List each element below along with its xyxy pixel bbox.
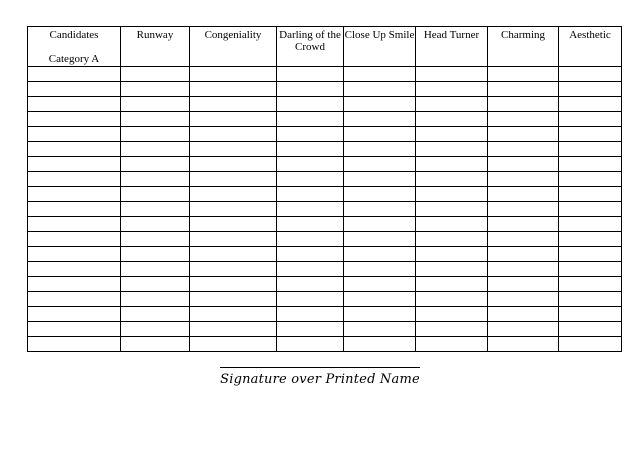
score-cell[interactable] <box>488 172 559 187</box>
score-cell[interactable] <box>559 187 622 202</box>
score-cell[interactable] <box>121 247 190 262</box>
score-cell[interactable] <box>121 157 190 172</box>
score-cell[interactable] <box>190 322 277 337</box>
candidate-name-cell[interactable] <box>28 292 121 307</box>
score-cell[interactable] <box>559 307 622 322</box>
score-cell[interactable] <box>559 157 622 172</box>
table-row <box>28 187 622 202</box>
score-cell[interactable] <box>416 202 488 217</box>
score-cell[interactable] <box>190 232 277 247</box>
table-row <box>28 112 622 127</box>
score-cell[interactable] <box>190 67 277 82</box>
table-row <box>28 142 622 157</box>
charming-column-header: Charming <box>488 27 559 67</box>
score-cell[interactable] <box>488 127 559 142</box>
score-cell[interactable] <box>190 217 277 232</box>
table-row <box>28 232 622 247</box>
score-cell[interactable] <box>121 322 190 337</box>
candidate-name-cell[interactable] <box>28 202 121 217</box>
candidate-name-cell[interactable] <box>28 307 121 322</box>
score-cell[interactable] <box>416 172 488 187</box>
score-cell[interactable] <box>488 322 559 337</box>
score-cell[interactable] <box>416 247 488 262</box>
score-cell[interactable] <box>344 232 416 247</box>
score-cell[interactable] <box>344 142 416 157</box>
score-cell[interactable] <box>277 262 344 277</box>
candidate-name-cell[interactable] <box>28 127 121 142</box>
score-cell[interactable] <box>190 277 277 292</box>
score-cell[interactable] <box>277 292 344 307</box>
score-cell[interactable] <box>488 337 559 352</box>
score-cell[interactable] <box>121 172 190 187</box>
score-cell[interactable] <box>344 67 416 82</box>
score-cell[interactable] <box>277 112 344 127</box>
candidate-name-cell[interactable] <box>28 157 121 172</box>
score-cell[interactable] <box>121 82 190 97</box>
signature-line <box>220 367 420 368</box>
score-cell[interactable] <box>121 112 190 127</box>
header-row <box>28 27 622 67</box>
score-cell[interactable] <box>416 187 488 202</box>
score-cell[interactable] <box>190 172 277 187</box>
table-row <box>28 337 622 352</box>
score-cell[interactable] <box>488 82 559 97</box>
score-cell[interactable] <box>121 142 190 157</box>
score-cell[interactable] <box>488 262 559 277</box>
score-cell[interactable] <box>416 262 488 277</box>
score-cell[interactable] <box>121 67 190 82</box>
score-cell[interactable] <box>344 172 416 187</box>
score-cell[interactable] <box>416 112 488 127</box>
candidate-name-cell[interactable] <box>28 337 121 352</box>
score-cell[interactable] <box>344 82 416 97</box>
score-cell[interactable] <box>416 97 488 112</box>
score-cell[interactable] <box>488 97 559 112</box>
score-cell[interactable] <box>277 247 344 262</box>
score-cell[interactable] <box>190 262 277 277</box>
score-cell[interactable] <box>190 112 277 127</box>
table-row <box>28 202 622 217</box>
score-cell[interactable] <box>190 157 277 172</box>
table-row <box>28 307 622 322</box>
score-cell[interactable] <box>190 142 277 157</box>
score-cell[interactable] <box>416 157 488 172</box>
score-cell[interactable] <box>277 127 344 142</box>
score-cell[interactable] <box>121 202 190 217</box>
score-cell[interactable] <box>277 82 344 97</box>
score-cell[interactable] <box>121 97 190 112</box>
table-row <box>28 82 622 97</box>
table-row <box>28 277 622 292</box>
candidate-name-cell[interactable] <box>28 142 121 157</box>
score-cell[interactable] <box>559 247 622 262</box>
score-cell[interactable] <box>190 292 277 307</box>
score-cell[interactable] <box>344 292 416 307</box>
table-row <box>28 127 622 142</box>
candidate-name-cell[interactable] <box>28 172 121 187</box>
score-cell[interactable] <box>488 307 559 322</box>
score-table-body <box>28 67 622 352</box>
score-cell[interactable] <box>416 142 488 157</box>
category-label: Category A <box>48 53 100 65</box>
candidate-name-cell[interactable] <box>28 277 121 292</box>
score-cell[interactable] <box>559 67 622 82</box>
candidate-name-cell[interactable] <box>28 112 121 127</box>
score-cell[interactable] <box>559 337 622 352</box>
table-row <box>28 292 622 307</box>
score-cell[interactable] <box>559 172 622 187</box>
score-cell[interactable] <box>559 292 622 307</box>
runway-column-header: Runway <box>121 27 190 67</box>
score-cell[interactable] <box>277 157 344 172</box>
score-cell[interactable] <box>344 307 416 322</box>
table-row <box>28 97 622 112</box>
score-cell[interactable] <box>488 202 559 217</box>
score-cell[interactable] <box>121 337 190 352</box>
score-cell[interactable] <box>416 82 488 97</box>
aesthetic-column-header: Aesthetic <box>559 27 622 67</box>
score-cell[interactable] <box>488 277 559 292</box>
score-cell[interactable] <box>121 307 190 322</box>
score-cell[interactable] <box>121 292 190 307</box>
score-cell[interactable] <box>488 112 559 127</box>
score-cell[interactable] <box>190 82 277 97</box>
score-cell[interactable] <box>559 217 622 232</box>
score-cell[interactable] <box>416 307 488 322</box>
score-cell[interactable] <box>277 187 344 202</box>
score-cell[interactable] <box>190 97 277 112</box>
candidate-name-cell[interactable] <box>28 82 121 97</box>
score-cell[interactable] <box>344 247 416 262</box>
congeniality-column-header: Congeniality <box>190 27 277 67</box>
score-cell[interactable] <box>488 157 559 172</box>
candidate-name-cell[interactable] <box>28 232 121 247</box>
table-row <box>28 157 622 172</box>
candidates-column-header <box>28 27 121 67</box>
score-cell[interactable] <box>416 127 488 142</box>
candidate-name-cell[interactable] <box>28 247 121 262</box>
score-cell[interactable] <box>277 97 344 112</box>
score-cell[interactable] <box>559 82 622 97</box>
score-cell[interactable] <box>488 292 559 307</box>
score-cell[interactable] <box>121 232 190 247</box>
score-cell[interactable] <box>488 67 559 82</box>
score-cell[interactable] <box>344 97 416 112</box>
score-cell[interactable] <box>277 307 344 322</box>
table-row <box>28 217 622 232</box>
candidate-name-cell[interactable] <box>28 262 121 277</box>
score-cell[interactable] <box>344 322 416 337</box>
score-cell[interactable] <box>559 97 622 112</box>
score-cell[interactable] <box>488 217 559 232</box>
score-cell[interactable] <box>344 217 416 232</box>
candidate-name-cell[interactable] <box>28 217 121 232</box>
score-cell[interactable] <box>344 187 416 202</box>
score-cell[interactable] <box>559 112 622 127</box>
candidate-name-cell[interactable] <box>28 97 121 112</box>
score-cell[interactable] <box>121 187 190 202</box>
score-cell[interactable] <box>344 112 416 127</box>
score-cell[interactable] <box>277 322 344 337</box>
score-cell[interactable] <box>190 337 277 352</box>
table-row <box>28 67 622 82</box>
score-cell[interactable] <box>344 277 416 292</box>
score-cell[interactable] <box>121 277 190 292</box>
score-cell[interactable] <box>416 217 488 232</box>
score-cell[interactable] <box>559 322 622 337</box>
score-cell[interactable] <box>344 202 416 217</box>
score-cell[interactable] <box>559 127 622 142</box>
score-cell[interactable] <box>190 127 277 142</box>
score-cell[interactable] <box>488 247 559 262</box>
score-cell[interactable] <box>277 277 344 292</box>
score-cell[interactable] <box>344 157 416 172</box>
score-cell[interactable] <box>488 232 559 247</box>
head-turner-column-header: Head Turner <box>416 27 488 67</box>
score-cell[interactable] <box>416 337 488 352</box>
table-row <box>28 262 622 277</box>
score-cell[interactable] <box>559 202 622 217</box>
score-cell[interactable] <box>277 172 344 187</box>
table-row <box>28 322 622 337</box>
score-cell[interactable] <box>277 67 344 82</box>
score-cell[interactable] <box>344 127 416 142</box>
score-cell[interactable] <box>121 262 190 277</box>
score-cell[interactable] <box>416 277 488 292</box>
score-cell[interactable] <box>190 187 277 202</box>
score-cell[interactable] <box>559 142 622 157</box>
score-cell[interactable] <box>559 277 622 292</box>
score-cell[interactable] <box>559 232 622 247</box>
candidate-name-cell[interactable] <box>28 187 121 202</box>
score-cell[interactable] <box>559 262 622 277</box>
candidate-name-cell[interactable] <box>28 322 121 337</box>
score-cell[interactable] <box>277 232 344 247</box>
score-cell[interactable] <box>416 292 488 307</box>
signature-label: Signature over Printed Name <box>220 372 420 387</box>
score-cell[interactable] <box>416 67 488 82</box>
score-cell[interactable] <box>277 337 344 352</box>
table-row <box>28 247 622 262</box>
score-cell[interactable] <box>344 262 416 277</box>
table-row <box>28 172 622 187</box>
score-cell[interactable] <box>488 187 559 202</box>
score-cell[interactable] <box>190 202 277 217</box>
candidates-header-label: Candidates <box>49 29 99 41</box>
score-sheet-table <box>27 26 622 352</box>
score-cell[interactable] <box>344 337 416 352</box>
score-cell[interactable] <box>277 217 344 232</box>
score-cell[interactable] <box>121 127 190 142</box>
score-cell[interactable] <box>121 217 190 232</box>
close-up-smile-column-header: Close Up Smile <box>344 27 416 67</box>
darling-of-the-crowd-column-header: Darling of the Crowd <box>277 27 344 67</box>
score-cell[interactable] <box>190 307 277 322</box>
score-cell[interactable] <box>416 232 488 247</box>
score-cell[interactable] <box>277 202 344 217</box>
candidate-name-cell[interactable] <box>28 67 121 82</box>
score-cell[interactable] <box>416 322 488 337</box>
score-cell[interactable] <box>488 142 559 157</box>
score-cell[interactable] <box>277 142 344 157</box>
score-cell[interactable] <box>190 247 277 262</box>
